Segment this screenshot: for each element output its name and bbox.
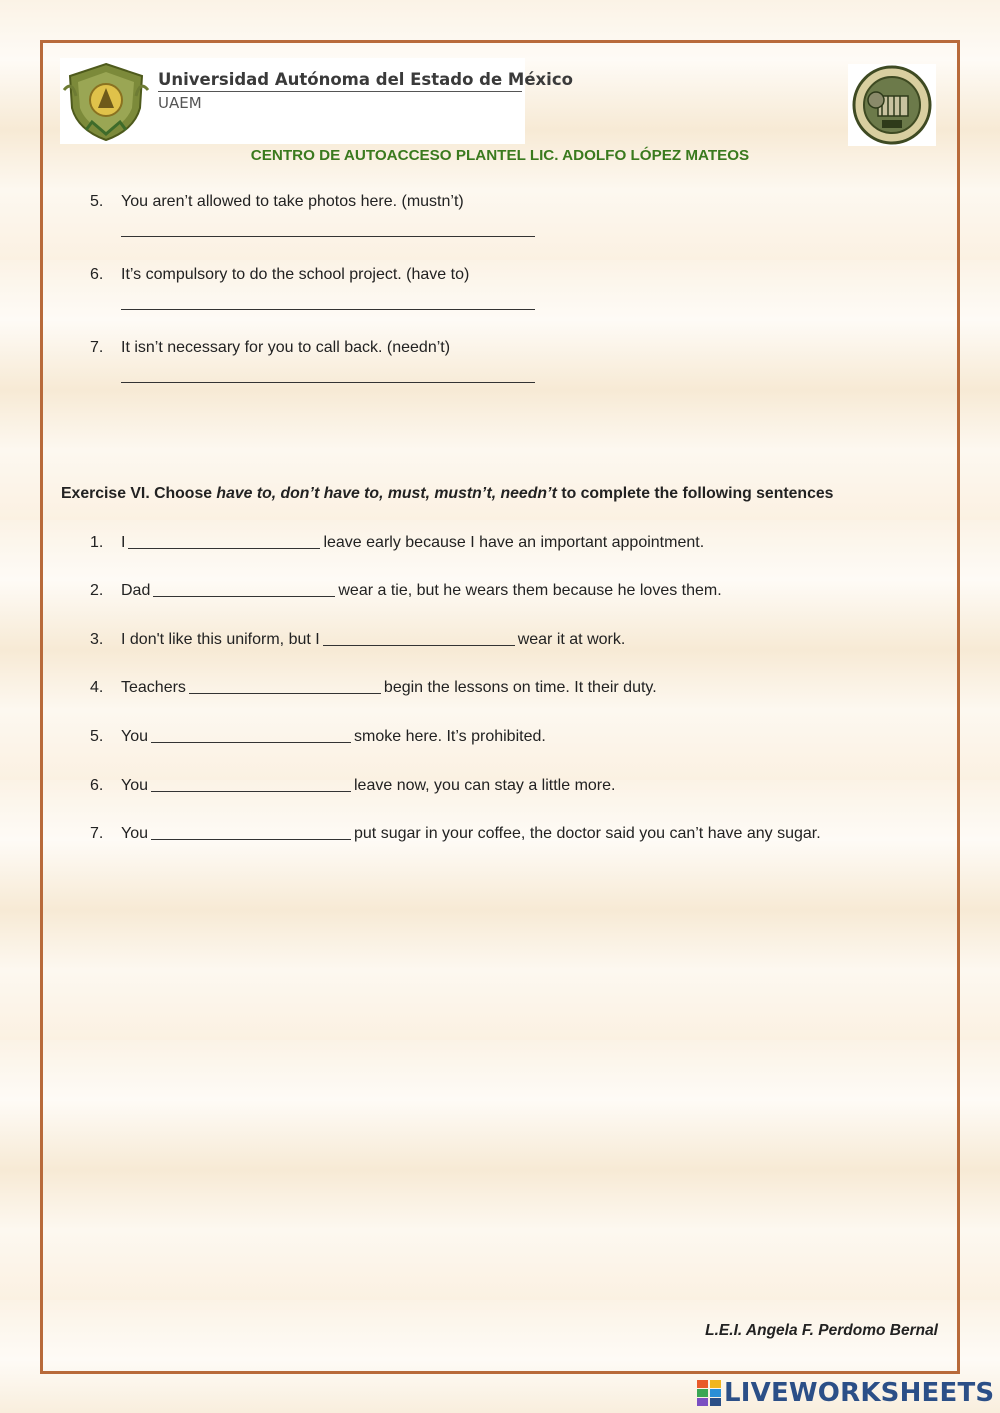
list-item bbox=[90, 679, 657, 697]
item-text: It’s compulsory to do the school project. (have to) bbox=[121, 266, 470, 283]
item-text: It isn’t necessary for you to call back. (needn’t) bbox=[121, 339, 451, 356]
answer-blank[interactable] bbox=[151, 839, 351, 840]
answer-blank[interactable] bbox=[151, 791, 351, 792]
item-text-after: put sugar in your coffee, the doctor said you can’t have any sugar. bbox=[354, 825, 821, 842]
uaem-shield-icon bbox=[62, 60, 150, 144]
school-seal-icon bbox=[848, 64, 936, 146]
list-item bbox=[90, 193, 464, 211]
page-frame bbox=[40, 40, 960, 1374]
item-number: 1. bbox=[90, 534, 104, 551]
item-number: 7. bbox=[90, 825, 104, 842]
item-text-before: Teachers bbox=[121, 679, 186, 696]
item-text-after: wear it at work. bbox=[517, 631, 626, 648]
header-divider bbox=[158, 91, 522, 92]
item-number: 4. bbox=[90, 679, 104, 696]
exercise-title bbox=[61, 485, 833, 503]
exercise-title-options: have to, don’t have to, must, mustn’t, needn’t bbox=[216, 485, 557, 502]
author-signature: L.E.I. Angela F. Perdomo Bernal bbox=[705, 1322, 938, 1339]
answer-blank[interactable] bbox=[323, 645, 515, 646]
answer-blank[interactable] bbox=[128, 548, 320, 549]
list-item bbox=[90, 339, 450, 357]
list-item bbox=[90, 582, 722, 600]
exercise-title-prefix: Exercise VI. Choose bbox=[61, 485, 217, 502]
item-text-after: leave early because I have an important appointment. bbox=[323, 534, 705, 551]
university-abbreviation: UAEM bbox=[158, 94, 202, 112]
answer-line[interactable] bbox=[121, 236, 535, 237]
brand-name: LIVEWORKSHEETS bbox=[724, 1378, 995, 1408]
item-text-before: I bbox=[121, 534, 126, 551]
list-item bbox=[90, 631, 625, 649]
item-text-after: smoke here. It’s prohibited. bbox=[354, 728, 546, 745]
item-number: 2. bbox=[90, 582, 104, 599]
center-title: CENTRO DE AUTOACCESO PLANTEL LIC. ADOLFO LÓPEZ MATEOS bbox=[250, 147, 750, 164]
exercise-title-suffix: to complete the following sentences bbox=[556, 485, 834, 502]
list-item bbox=[90, 728, 546, 746]
item-text-after: wear a tie, but he wears them because he loves them. bbox=[338, 582, 722, 599]
item-text-before: You bbox=[121, 825, 148, 842]
item-number: 6. bbox=[90, 777, 104, 794]
item-number: 3. bbox=[90, 631, 104, 648]
item-number: 6. bbox=[90, 266, 104, 283]
list-item bbox=[90, 266, 469, 284]
item-number: 5. bbox=[90, 728, 104, 745]
university-name: Universidad Autónoma del Estado de México bbox=[158, 70, 573, 89]
item-text-before: You bbox=[121, 728, 148, 745]
item-text-after: begin the lessons on time. It their duty. bbox=[383, 679, 657, 696]
answer-line[interactable] bbox=[121, 309, 535, 310]
list-item bbox=[90, 534, 704, 552]
item-text-after: leave now, you can stay a little more. bbox=[354, 777, 616, 794]
item-number: 5. bbox=[90, 193, 104, 210]
answer-blank[interactable] bbox=[189, 693, 381, 694]
item-text: You aren’t allowed to take photos here. (mustn’t) bbox=[121, 193, 464, 210]
answer-line[interactable] bbox=[121, 382, 535, 383]
answer-blank[interactable] bbox=[151, 742, 351, 743]
item-text-before: Dad bbox=[121, 582, 151, 599]
answer-blank[interactable] bbox=[153, 596, 335, 597]
item-text-before: I don't like this uniform, but I bbox=[121, 631, 320, 648]
university-header bbox=[60, 58, 573, 144]
liveworksheets-logo-icon bbox=[697, 1380, 721, 1406]
list-item bbox=[90, 825, 821, 843]
item-number: 7. bbox=[90, 339, 104, 356]
item-text-before: You bbox=[121, 777, 148, 794]
list-item bbox=[90, 777, 615, 795]
